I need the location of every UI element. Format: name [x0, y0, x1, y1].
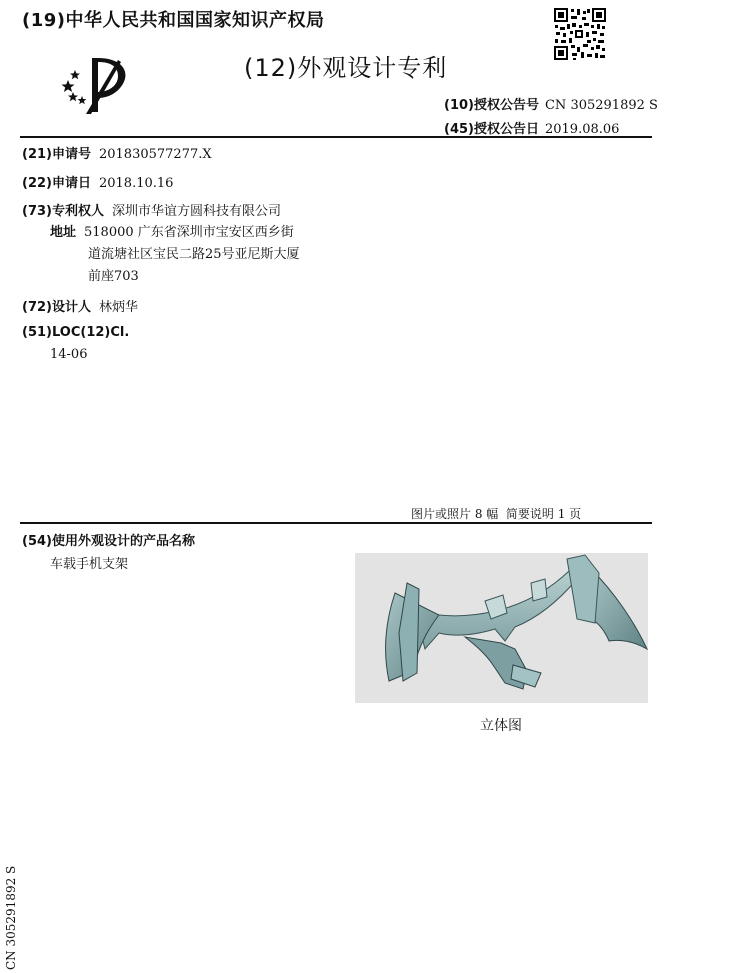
publication-number-row — [444, 94, 658, 113]
address-line-3: 前座703 — [88, 269, 139, 284]
application-date-label: (22)申请日 — [22, 176, 91, 191]
publication-date-value: 2019.08.06 — [544, 122, 620, 137]
publication-date-row — [444, 118, 619, 137]
summary-divider — [20, 522, 652, 524]
publication-number-value: CN 305291892 S — [544, 98, 658, 113]
figure-caption: 立体图 — [480, 718, 522, 734]
side-publication-number: CN 305291892 S — [4, 865, 18, 970]
patentee-value: 深圳市华谊方圆科技有限公司 — [111, 204, 281, 219]
loc-value: 14-06 — [50, 347, 88, 362]
designer-row — [22, 296, 138, 315]
address-line-1: 518000 广东省深圳市宝安区西乡街 — [84, 225, 294, 240]
publication-date-label: (45)授权公告日 — [444, 122, 539, 137]
address-line-2: 道流塘社区宝民二路25号亚尼斯大厦 — [88, 247, 300, 262]
header-divider — [20, 136, 652, 138]
patentee-row — [22, 200, 281, 219]
address-label: 地址 — [50, 225, 77, 240]
application-date-row — [22, 172, 173, 191]
loc-label: (51)LOC(12)Cl. — [22, 325, 130, 340]
phone-holder-render — [355, 553, 648, 703]
product-name-label: (54)使用外观设计的产品名称 — [22, 534, 195, 549]
application-date-value: 2018.10.16 — [98, 176, 174, 191]
qr-code — [553, 7, 607, 61]
product-name-value: 车载手机支架 — [50, 557, 129, 572]
application-number-row — [22, 143, 212, 162]
publication-number-label: (10)授权公告号 — [444, 98, 539, 113]
perspective-view-image — [355, 553, 648, 703]
application-number-label: (21)申请号 — [22, 147, 91, 162]
product-name-row — [22, 530, 195, 549]
application-number-value: 201830577277.X — [98, 147, 212, 162]
address-block — [50, 222, 300, 288]
designer-label: (72)设计人 — [22, 300, 91, 315]
designer-value: 林炳华 — [98, 300, 138, 315]
issuing-office: (19)中华人民共和国国家知识产权局 — [22, 10, 325, 31]
loc-row — [22, 325, 129, 340]
figure-summary: 图片或照片 8 幅 简要说明 1 页 — [411, 507, 582, 521]
patentee-label: (73)专利权人 — [22, 204, 104, 219]
patent-office-logo — [58, 52, 138, 116]
document-type: (12)外观设计专利 — [244, 54, 448, 82]
